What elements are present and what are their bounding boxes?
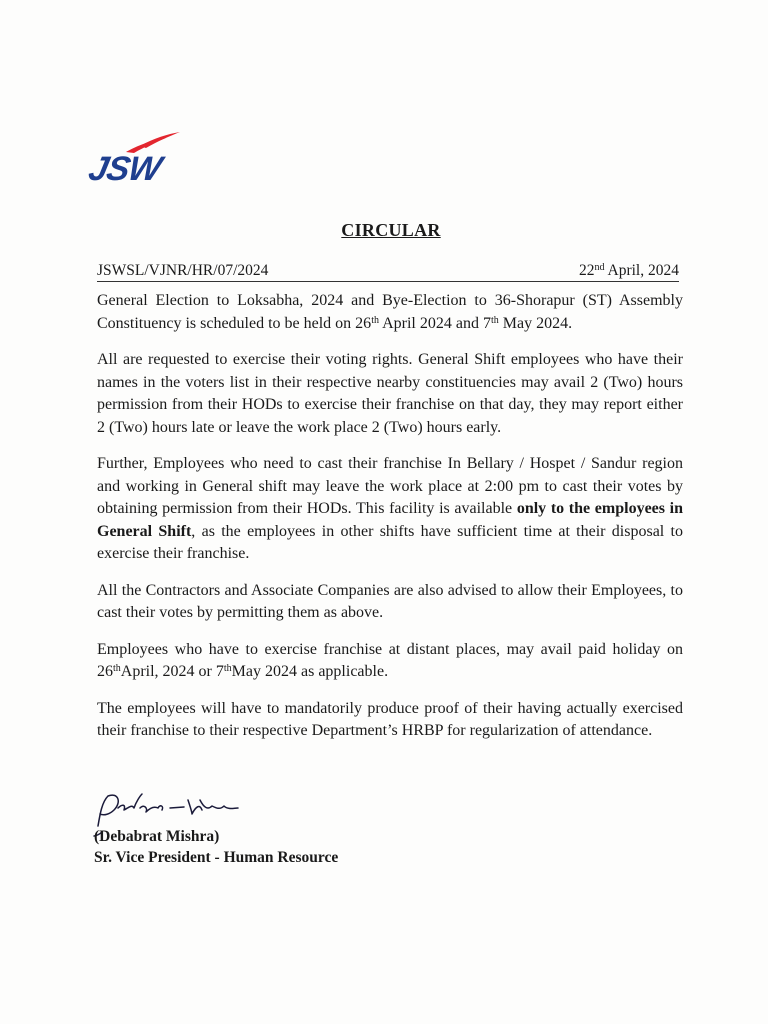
paragraph-distant-places: Employees who have to exercise franchise at distant places, may avail paid holiday on 26thApril, 2024 or 7thMay 2024 as applicable. [97, 640, 683, 680]
paragraph-voting-rights: All are requested to exercise their voting rights. General Shift employees who have their names in the voters list in their respective nearby constituencies may avail 2 (Two) hours permission from their HODs to exercise their franchise on that day, they may report either 2 (Two) hours late or leave the work place 2 (Two) hours early. [97, 351, 683, 436]
jsw-logo [85, 128, 200, 188]
paragraph-contractors: All the Contractors and Associate Companies are also advised to allow their Employees, to cast their votes by permitting them as above. [97, 581, 683, 621]
signatory-name: (Debabrat Mishra) [94, 828, 220, 845]
jsw-logo-icon [85, 128, 200, 188]
reference-line [97, 260, 679, 282]
reference-number: JSWSL/VJNR/HR/07/2024 [97, 262, 269, 279]
circular-date: 22nd April, 2024 [579, 262, 679, 279]
paragraph-general-shift: Further, Employees who need to cast their franchise In Bellary / Hospet / Sandur region and working in General shift may leave the work place at 2:00 pm to cast their votes by obtaining permission from their HODs. This facility is available only to the employees in General Shift, as the employees in other shifts have sufficient time at their disposal to exercise their franchise. [97, 455, 684, 562]
circular-body [97, 290, 683, 757]
svg-text:JSW: JSW [85, 150, 164, 188]
signatory-title: Sr. Vice President - Human Resource [94, 849, 339, 866]
circular-title: CIRCULAR [341, 220, 441, 240]
paragraph-proof: The employees will have to mandatorily produce proof of their having actually exercised their franchise to their respective Department’s HRBP for regularization of attendance. [97, 699, 683, 739]
paragraph-election-dates: General Election to Loksabha, 2024 and Bye-Election to 36-Shorapur (ST) Assembly Constituency is scheduled to be held on 26th April 2024 and 7th May 2024. [97, 292, 683, 332]
